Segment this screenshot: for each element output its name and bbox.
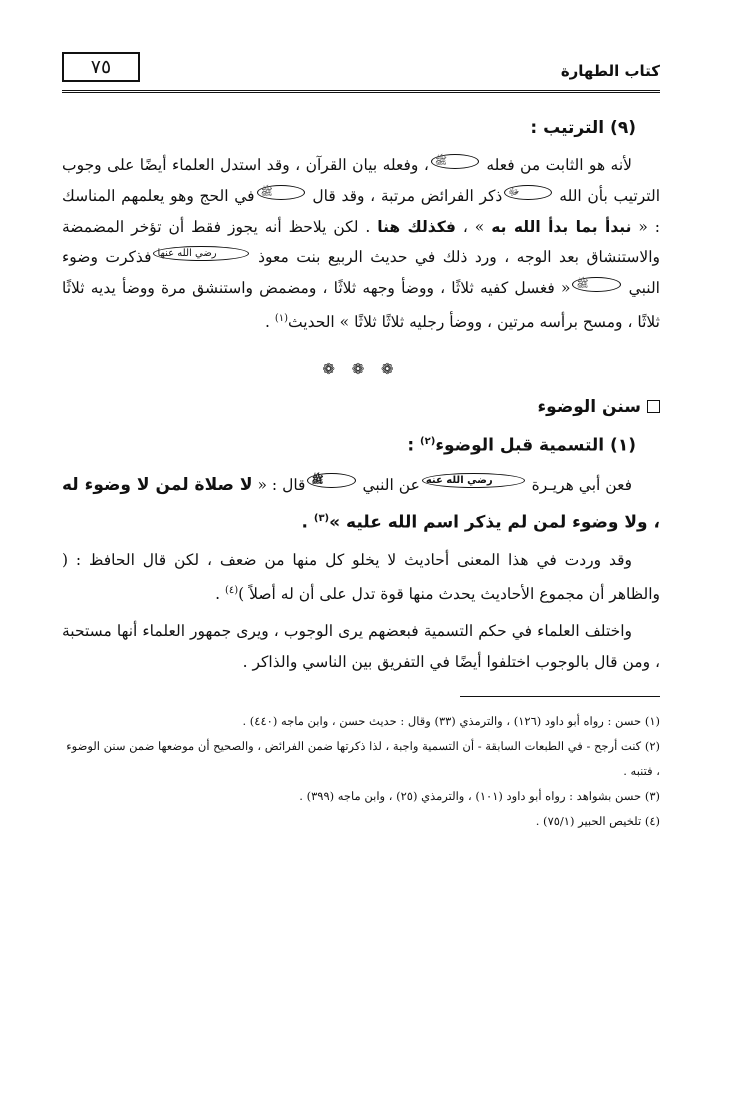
paragraph-hadith: فعن أبي هريـرة رضي الله عنهعن النبي ﷺقال : « لا صلاة لمن لا وضوء له ، ولا وضوء لمن لم يذكر اسم الله عليه »$^{(٣)}$ . bbox=[62, 474, 660, 533]
azza-seal-icon: ﷻ bbox=[504, 185, 551, 200]
radia-anha-seal-icon: رضي الله عنها bbox=[153, 246, 248, 261]
page-number-box: ٧٥ bbox=[62, 52, 140, 82]
salla-seal-icon: ﷺ bbox=[257, 185, 305, 200]
footnote-1: (١) حسن : رواه أبو داود (١٢٦) ، والترمذي (٣٣) وقال : حديث حسن ، وابن ماجه (٤٤٠) . bbox=[242, 713, 660, 728]
salla-seal-icon: ﷺ bbox=[572, 277, 620, 292]
paragraph-ikhtilaf: واختلف العلماء في حكم التسمية فبعضهم يرى الوجوب ، ويرى جمهور العلماء أنها مستحبة ، ومن قال بالوجوب اختلفوا أيضًا في التفريق بين الناسي والذاكر . bbox=[62, 622, 660, 671]
square-bullet-icon bbox=[647, 400, 660, 413]
heading-tarteeb: (٩) الترتيب : bbox=[530, 118, 636, 138]
footnote-ref-2: (٢) bbox=[420, 435, 436, 447]
footnote-ref-4: (٤) bbox=[224, 585, 239, 597]
section-title-sunan: سنن الوضوء bbox=[62, 394, 660, 420]
radia-anhu-seal-icon: رضي الله عنه bbox=[422, 473, 525, 488]
page-header bbox=[62, 48, 660, 94]
footnote-4: (٤) تلخيص الحبير (٧٥/١) . bbox=[535, 813, 660, 828]
salla-seal-icon: ﷺ bbox=[431, 154, 479, 169]
paragraph-hafiz: وقد وردت في هذا المعنى أحاديث لا يخلو كل منها من ضعف ، لكن قال الحافظ : ( والظاهر أن مجموع الأحاديث يحدث منها قوة تدل على أن له أصلاً )$^{(٤)}$ . bbox=[62, 551, 660, 604]
book-page bbox=[62, 48, 660, 1088]
footnote-ref-1: (١) bbox=[274, 312, 289, 324]
footnote-rule bbox=[460, 696, 660, 697]
footnotes bbox=[62, 709, 660, 834]
paragraph-tarteeb: لأنه هو الثابت من فعله ﷺ، وفعله بيان القرآن ، وقد استدل العلماء أيضًا على وجوب الترتيب بأن الله ﷻذكر الفرائض مرتبة ، وقد قال ﷺفي الحج وهو يعلمهم المناسك : « نبدأ بما بدأ الله به » ، فكذلك هنا . لكن يلاحظ أنه يجوز فقط أن تؤخر المضمضة والاستنشاق بعد الوجه ، ورد ذلك في حديث الربيع بنت معوذ رضي الله عنهافذكرت وضوء النبي ﷺ« فغسل كفيه ثلاثًا ، ووضأ وجهه ثلاثًا ، ومضمض واستنشق مرة ووضأ يديه ثلاثًا ثلاثًا ، ومسح برأسه مرتين ، ووضأ رجليه ثلاثًا ثلاثًا » الحديث$^{(١)}$ . bbox=[62, 155, 661, 332]
page-content bbox=[62, 116, 660, 834]
footnote-ref-3: (٣) bbox=[313, 512, 330, 524]
heading-tasmiya: (١) التسمية قبل الوضوء$^{(٢)}$ : bbox=[407, 435, 636, 456]
footnote-2: (٢) كنت أرجح - في الطبعات السابقة - أن التسمية واجبة ، لذا ذكرتها ضمن الفرائض ، والصحيح أن موضعها ضمن سنن الوضوء ، فتنبه . bbox=[66, 738, 660, 778]
footnote-3: (٣) حسن بشواهد : رواه أبو داود (١٠١) ، والترمذي (٢٥) ، وابن ماجه (٣٩٩) . bbox=[299, 788, 660, 803]
header-rule bbox=[62, 90, 660, 93]
salla-seal-icon: ﷺ bbox=[307, 473, 355, 488]
ornament-separator: ❁ ❁ ❁ bbox=[322, 359, 400, 378]
running-title: كتاب الطهارة bbox=[560, 62, 660, 80]
